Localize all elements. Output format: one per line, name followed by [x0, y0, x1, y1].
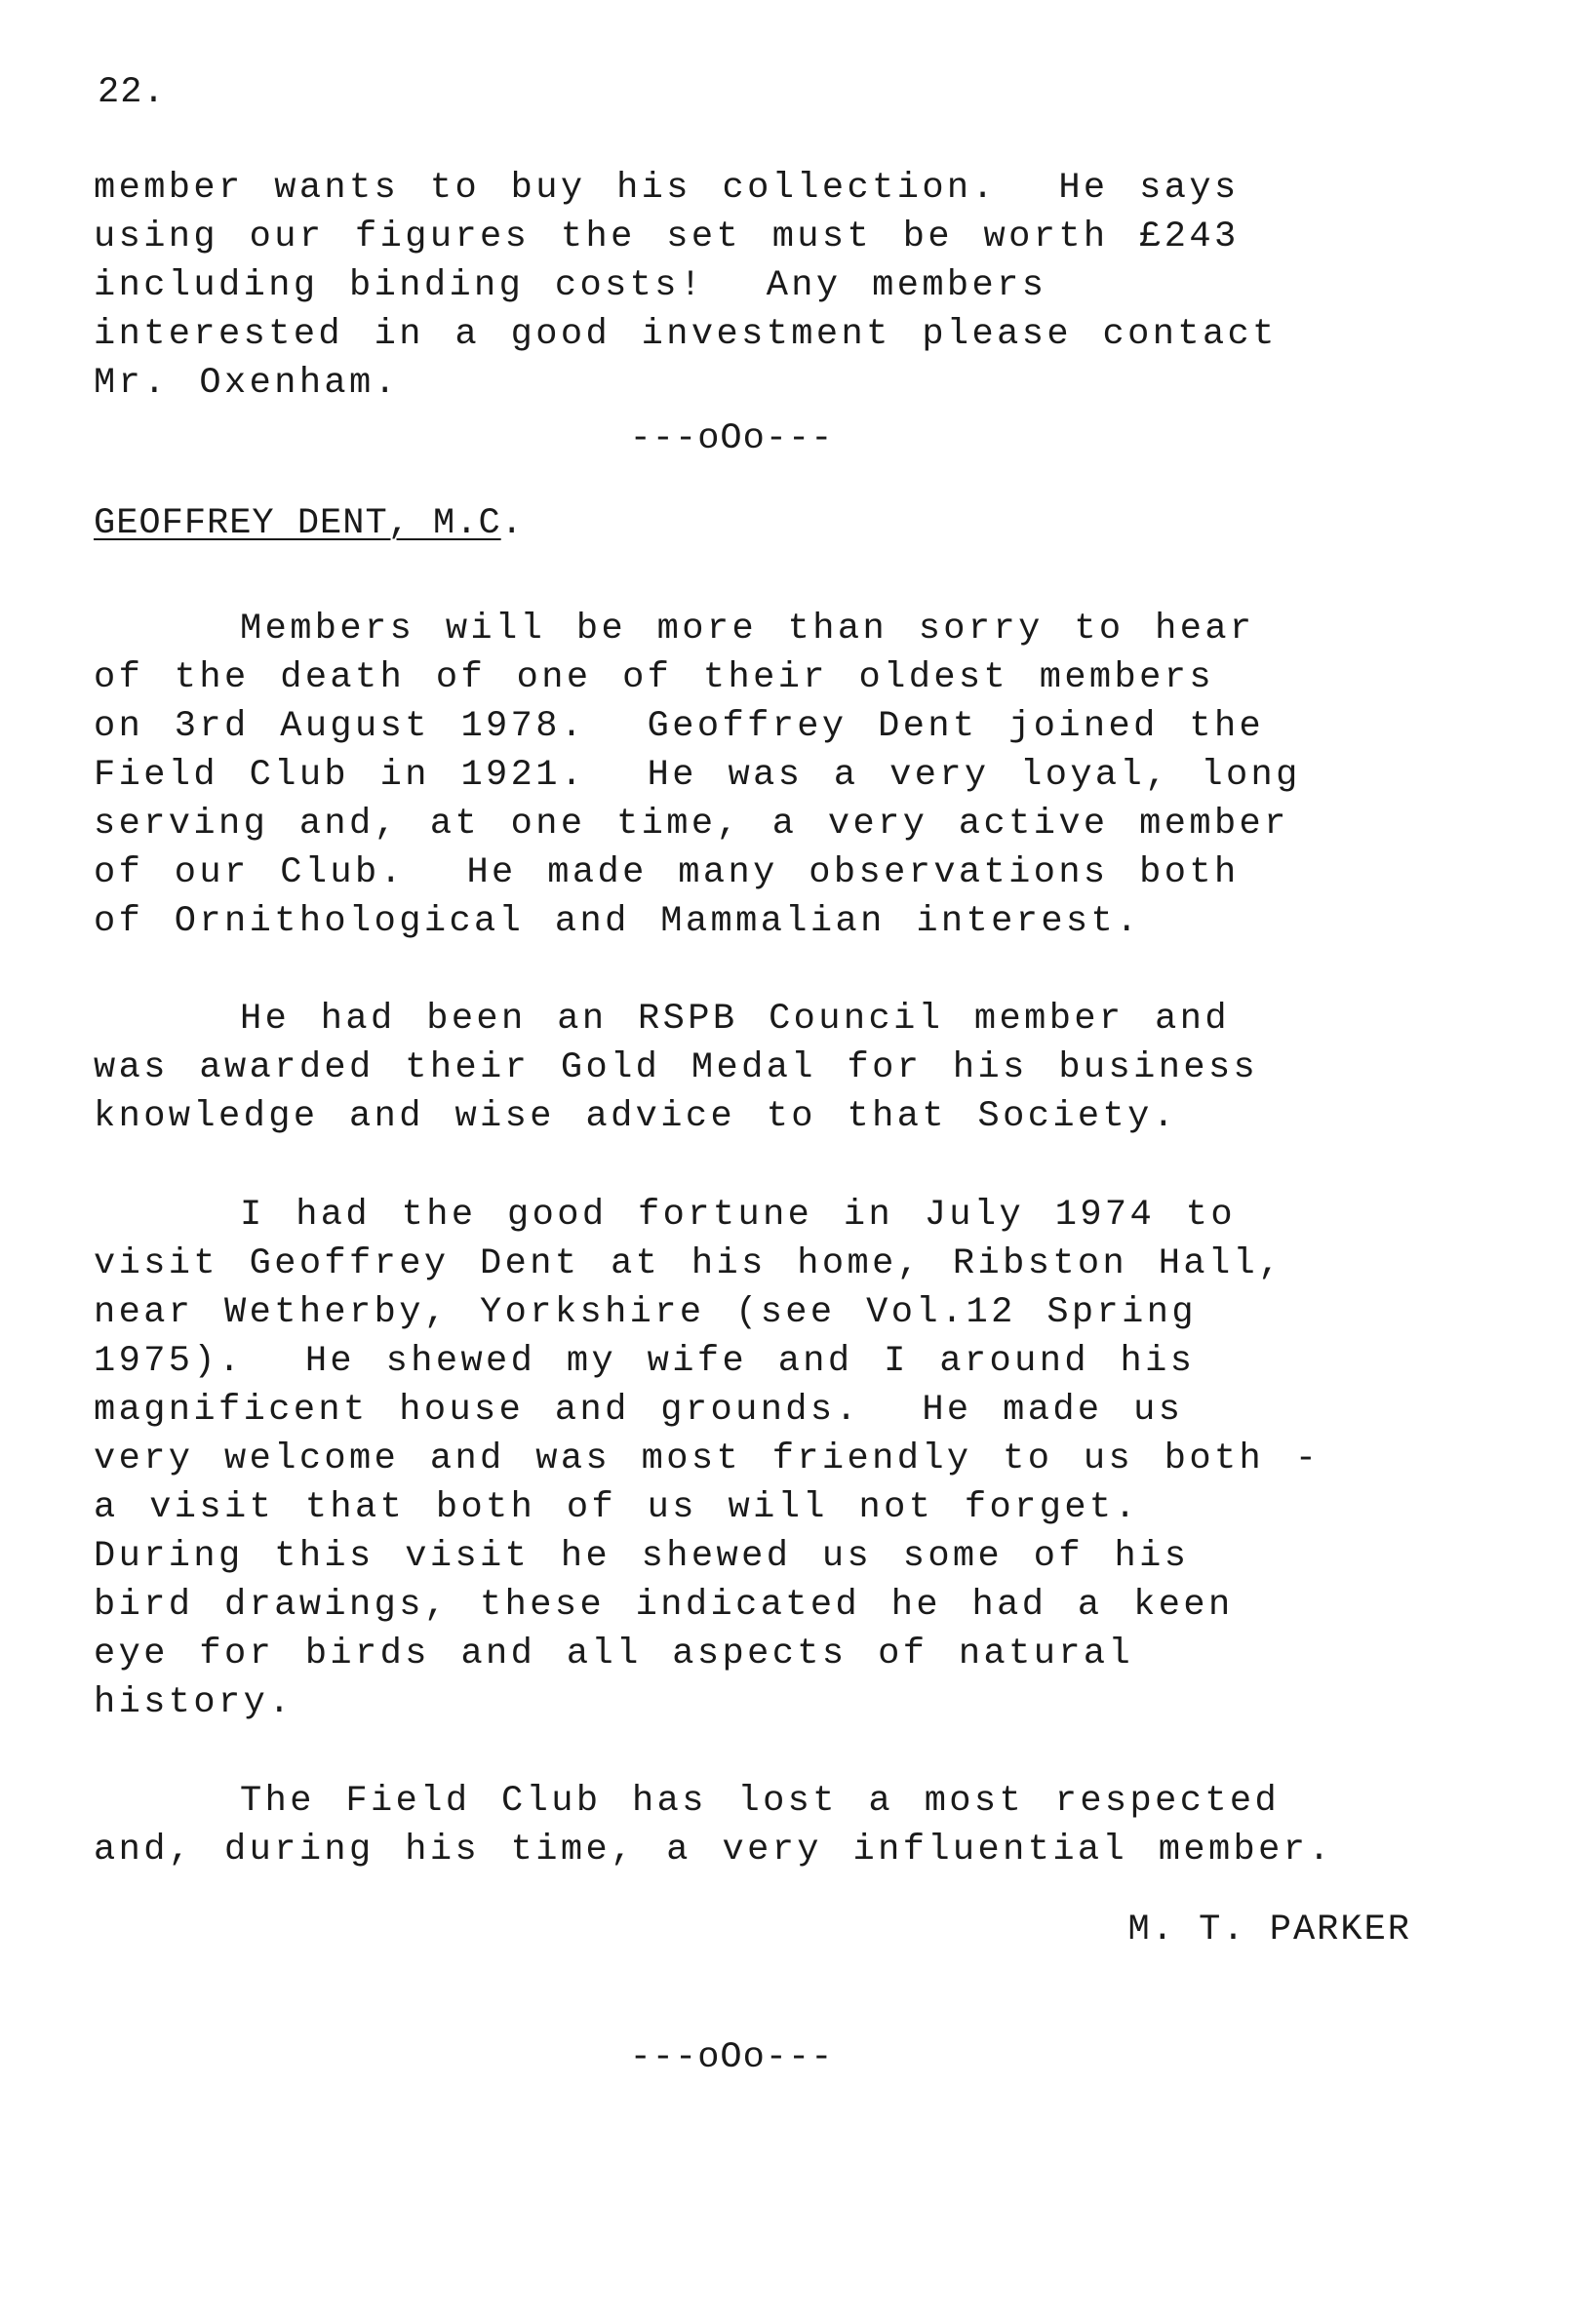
- page-number: 22.: [98, 72, 166, 113]
- paragraph-visit: [94, 1191, 1479, 1727]
- text-line: I had the good fortune in July 1974 to: [240, 1195, 1236, 1236]
- text-line: interested in a good investment please contact: [94, 314, 1278, 355]
- heading-period: .: [500, 503, 524, 544]
- text-line: 1975). He shewed my wife and I around his: [94, 1341, 1196, 1382]
- text-line: The Field Club has lost a most respected: [240, 1781, 1281, 1822]
- text-line: and, during his time, a very influential member.: [94, 1830, 1333, 1871]
- text-line: member wants to buy his collection. He says: [94, 168, 1240, 209]
- intro-paragraph: [94, 164, 1479, 408]
- text-line: of Ornithological and Mammalian interest.: [94, 901, 1141, 942]
- paragraph-rspb: [94, 995, 1479, 1141]
- text-line: Field Club in 1921. He was a very loyal, long: [94, 755, 1301, 796]
- text-line: was awarded their Gold Medal for his business: [94, 1047, 1259, 1088]
- text-line: of the death of one of their oldest members: [94, 657, 1214, 698]
- text-line: visit Geoffrey Dent at his home, Ribston Hall,: [94, 1243, 1283, 1284]
- text-line: He had been an RSPB Council member and: [240, 999, 1230, 1040]
- text-line: magnificent house and grounds. He made us: [94, 1390, 1184, 1431]
- paragraph-closing: [94, 1777, 1479, 1874]
- text-line: serving and, at one time, a very active member: [94, 804, 1289, 845]
- text-line: eye for birds and all aspects of natural: [94, 1634, 1134, 1674]
- text-line: of our Club. He made many observations both: [94, 852, 1240, 893]
- author-signature: M. T. PARKER: [1127, 1910, 1411, 1950]
- text-line: bird drawings, these indicated he had a keen: [94, 1585, 1234, 1626]
- article-heading: [94, 499, 524, 548]
- text-line: a visit that both of us will not forget.: [94, 1487, 1140, 1528]
- separator: ---oOo---: [629, 418, 834, 459]
- separator: ---oOo---: [629, 2037, 834, 2078]
- text-line: on 3rd August 1978. Geoffrey Dent joined the: [94, 706, 1265, 747]
- text-line: near Wetherby, Yorkshire (see Vol.12 Spring: [94, 1292, 1197, 1333]
- text-line: Mr. Oxenham.: [94, 363, 400, 404]
- text-line: Members will be more than sorry to hear: [240, 609, 1255, 650]
- text-line: history.: [94, 1682, 294, 1723]
- text-line: knowledge and wise advice to that Society.: [94, 1096, 1178, 1137]
- text-line: During this visit he shewed us some of his: [94, 1536, 1190, 1577]
- text-line: using our figures the set must be worth £243: [94, 217, 1240, 257]
- heading-text: GEOFFREY DENT, M.C: [94, 503, 501, 544]
- paragraph-obituary: [94, 605, 1479, 946]
- text-line: very welcome and was most friendly to us both -: [94, 1438, 1321, 1479]
- text-line: including binding costs! Any members: [94, 265, 1047, 306]
